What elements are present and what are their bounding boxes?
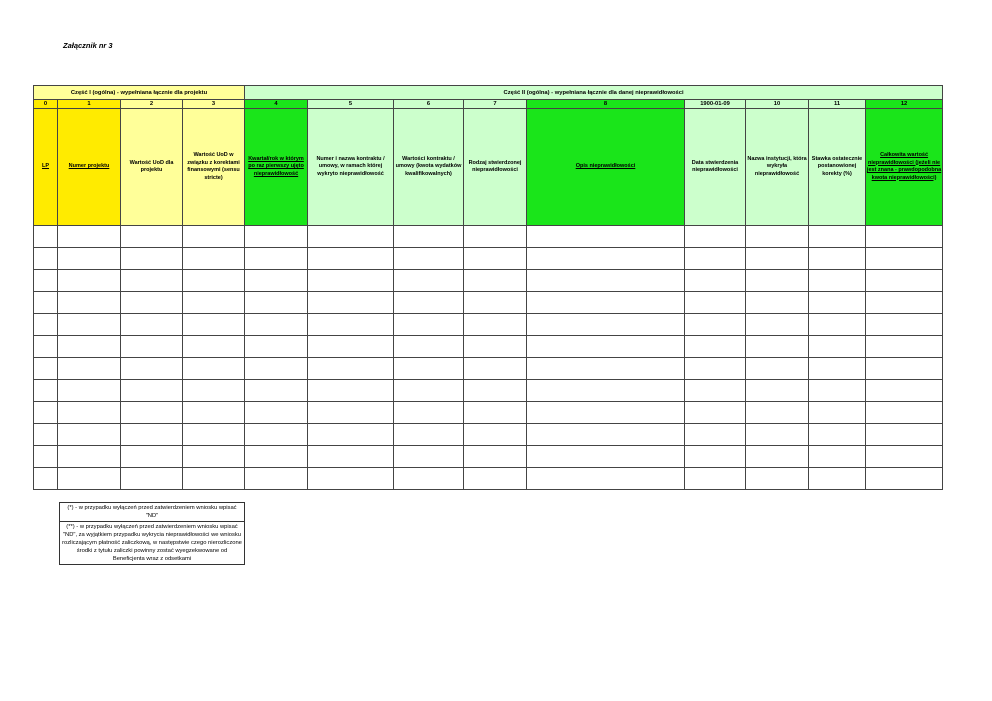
- table-cell[interactable]: [183, 446, 245, 468]
- table-cell[interactable]: [394, 226, 464, 248]
- table-cell[interactable]: [245, 226, 308, 248]
- table-row: [34, 424, 943, 446]
- table-cell[interactable]: [121, 248, 183, 270]
- table-cell[interactable]: [183, 358, 245, 380]
- table-cell[interactable]: [809, 358, 866, 380]
- table-cell[interactable]: [308, 336, 394, 358]
- table-cell[interactable]: [685, 468, 746, 490]
- table-cell[interactable]: [746, 446, 809, 468]
- table-cell[interactable]: [58, 248, 121, 270]
- header-detection-date: Data stwierdzenia nieprawidłowości: [685, 109, 746, 226]
- table-cell[interactable]: [183, 468, 245, 490]
- table-cell[interactable]: [527, 314, 685, 336]
- table-cell[interactable]: [245, 270, 308, 292]
- table-cell[interactable]: [464, 402, 527, 424]
- table-cell[interactable]: [394, 292, 464, 314]
- table-cell[interactable]: [866, 226, 943, 248]
- table-cell[interactable]: [183, 248, 245, 270]
- table-row: [34, 380, 943, 402]
- table-cell[interactable]: [394, 402, 464, 424]
- table-cell[interactable]: [746, 402, 809, 424]
- table-row: [34, 270, 943, 292]
- table-cell[interactable]: [58, 446, 121, 468]
- table-cell[interactable]: [464, 424, 527, 446]
- table-cell[interactable]: [308, 468, 394, 490]
- table-cell[interactable]: [58, 468, 121, 490]
- table-cell[interactable]: [245, 292, 308, 314]
- footnotes-box: [59, 502, 245, 565]
- header-uod-value-corrections: Wartość UoD w związku z korektami finansowymi (sensu stricte): [183, 109, 245, 226]
- table-cell[interactable]: [34, 446, 58, 468]
- table-cell[interactable]: [527, 446, 685, 468]
- table-row: [34, 248, 943, 270]
- table-cell[interactable]: [183, 380, 245, 402]
- table-cell[interactable]: [809, 402, 866, 424]
- table-row: [34, 292, 943, 314]
- table-cell[interactable]: [746, 292, 809, 314]
- table-cell[interactable]: [685, 292, 746, 314]
- table-cell[interactable]: [58, 270, 121, 292]
- table-cell[interactable]: [464, 468, 527, 490]
- table-cell[interactable]: [464, 380, 527, 402]
- table-cell[interactable]: [866, 468, 943, 490]
- table-cell[interactable]: [746, 358, 809, 380]
- table-cell[interactable]: [58, 424, 121, 446]
- table-cell[interactable]: [464, 292, 527, 314]
- table-row: [34, 446, 943, 468]
- table-cell[interactable]: [121, 336, 183, 358]
- table-cell[interactable]: [394, 380, 464, 402]
- column-number: 7: [464, 100, 527, 109]
- table-cell[interactable]: [58, 314, 121, 336]
- table-cell[interactable]: [308, 292, 394, 314]
- table-cell[interactable]: [308, 248, 394, 270]
- table-cell[interactable]: [34, 336, 58, 358]
- table-cell[interactable]: [34, 270, 58, 292]
- footnote-1: (*) - w przypadku wyłączeń przed zatwierdzeniem wniosku wpisać "ND": [67, 505, 237, 519]
- table-cell[interactable]: [685, 380, 746, 402]
- table-row: [34, 336, 943, 358]
- table-cell[interactable]: [245, 380, 308, 402]
- table-cell[interactable]: [527, 226, 685, 248]
- table-cell[interactable]: [866, 358, 943, 380]
- table-cell[interactable]: [394, 358, 464, 380]
- column-numbers-row: [34, 100, 943, 109]
- parts-row: [34, 86, 943, 100]
- part-1-header: Część I (ogólna) - wypełniana łącznie dla projektu: [34, 86, 245, 100]
- table-cell[interactable]: [245, 314, 308, 336]
- table-cell[interactable]: [464, 446, 527, 468]
- table-cell[interactable]: [121, 314, 183, 336]
- table-cell[interactable]: [746, 226, 809, 248]
- table-cell[interactable]: [58, 292, 121, 314]
- table-cell[interactable]: [809, 292, 866, 314]
- table-cell[interactable]: [866, 446, 943, 468]
- table-cell[interactable]: [809, 380, 866, 402]
- table-cell[interactable]: [308, 446, 394, 468]
- footnote-2: (**) - w przypadku wyłączeń przed zatwierdzeniem wniosku wpisać "ND", za wyjątkiem przypadku wykrycia nieprawidłowości we wniosku rozliczającym płatność zaliczkową, w następstwie czego nierozliczone środki z tytułu zaliczki powinny zostać wyegzekwowane od Beneficjenta wraz z odsetkami: [60, 521, 244, 564]
- table-cell[interactable]: [809, 446, 866, 468]
- header-contract-number: Numer i nazwa kontraktu / umowy, w ramach której wykryto nieprawidłowość: [308, 109, 394, 226]
- table-cell[interactable]: [121, 380, 183, 402]
- column-number: 5: [308, 100, 394, 109]
- table-cell[interactable]: [685, 226, 746, 248]
- table-row: [34, 314, 943, 336]
- table-cell[interactable]: [121, 402, 183, 424]
- table-cell[interactable]: [183, 226, 245, 248]
- table-cell[interactable]: [34, 358, 58, 380]
- header-irregularity-description: Opis nieprawidłowości: [527, 109, 685, 226]
- table-cell[interactable]: [394, 336, 464, 358]
- table-cell[interactable]: [527, 468, 685, 490]
- column-number: 4: [245, 100, 308, 109]
- column-number: 0: [34, 100, 58, 109]
- table-cell[interactable]: [121, 358, 183, 380]
- table-cell[interactable]: [527, 292, 685, 314]
- table-cell[interactable]: [527, 248, 685, 270]
- table-cell[interactable]: [58, 336, 121, 358]
- table-cell[interactable]: [121, 468, 183, 490]
- header-quarter-year: Kwartał/rok w którym po raz pierwszy ujęto nieprawidłowość: [245, 109, 308, 226]
- header-total-value: Całkowita wartość nieprawidłowości (jeżeli nie jest znana - prawdopodobna kwota nieprawidłowości): [866, 109, 943, 226]
- table-cell[interactable]: [685, 336, 746, 358]
- table-cell[interactable]: [121, 226, 183, 248]
- table-cell[interactable]: [34, 424, 58, 446]
- table-row: [34, 468, 943, 490]
- table-cell[interactable]: [308, 226, 394, 248]
- table-cell[interactable]: [464, 358, 527, 380]
- header-contract-value: Wartości kontraktu / umowy (kwota wydatków kwalifikowalnych): [394, 109, 464, 226]
- table-cell[interactable]: [121, 292, 183, 314]
- table-cell[interactable]: [527, 270, 685, 292]
- table-cell[interactable]: [58, 380, 121, 402]
- table-cell[interactable]: [394, 424, 464, 446]
- table-cell[interactable]: [685, 270, 746, 292]
- table-cell[interactable]: [809, 468, 866, 490]
- table-cell[interactable]: [34, 380, 58, 402]
- table-cell[interactable]: [121, 270, 183, 292]
- table-row: [34, 358, 943, 380]
- table-cell[interactable]: [527, 424, 685, 446]
- table-cell[interactable]: [183, 336, 245, 358]
- table-cell[interactable]: [809, 270, 866, 292]
- table-cell[interactable]: [809, 226, 866, 248]
- part-2-header: Część II (ogólna) - wypełniana łącznie dla danej nieprawidłowości: [245, 86, 943, 100]
- table-cell[interactable]: [866, 402, 943, 424]
- table-cell[interactable]: [809, 314, 866, 336]
- table-cell[interactable]: [121, 446, 183, 468]
- table-cell[interactable]: [245, 358, 308, 380]
- table-cell[interactable]: [183, 292, 245, 314]
- table-cell[interactable]: [746, 314, 809, 336]
- table-row: [34, 226, 943, 248]
- table-cell[interactable]: [308, 380, 394, 402]
- table-cell[interactable]: [527, 336, 685, 358]
- table-cell[interactable]: [685, 358, 746, 380]
- column-number: 1: [58, 100, 121, 109]
- column-number: 6: [394, 100, 464, 109]
- table-row: [34, 402, 943, 424]
- table-cell[interactable]: [245, 424, 308, 446]
- table-cell[interactable]: [58, 226, 121, 248]
- column-number: 10: [746, 100, 809, 109]
- column-number: 2: [121, 100, 183, 109]
- header-irregularity-type: Rodzaj stwierdzonej nieprawidłowości: [464, 109, 527, 226]
- table-cell[interactable]: [527, 380, 685, 402]
- table-cell[interactable]: [866, 424, 943, 446]
- table-cell[interactable]: [183, 402, 245, 424]
- table-cell[interactable]: [34, 314, 58, 336]
- header-institution-name: Nazwa instytucji, która wykryła nieprawidłowość: [746, 109, 809, 226]
- table-cell[interactable]: [464, 270, 527, 292]
- header-uod-value-project: Wartość UoD dla projektu: [121, 109, 183, 226]
- table-cell[interactable]: [464, 336, 527, 358]
- column-number: 11: [809, 100, 866, 109]
- table-cell[interactable]: [394, 446, 464, 468]
- table-cell[interactable]: [34, 226, 58, 248]
- table-cell[interactable]: [245, 402, 308, 424]
- column-headers-row: [34, 109, 943, 226]
- table-cell[interactable]: [866, 270, 943, 292]
- table-cell[interactable]: [394, 314, 464, 336]
- table-cell[interactable]: [34, 402, 58, 424]
- table-cell[interactable]: [308, 402, 394, 424]
- table-cell[interactable]: [746, 270, 809, 292]
- table-cell[interactable]: [308, 270, 394, 292]
- table-cell[interactable]: [685, 424, 746, 446]
- table-cell[interactable]: [121, 424, 183, 446]
- table-cell[interactable]: [685, 446, 746, 468]
- table-cell[interactable]: [394, 248, 464, 270]
- table-cell[interactable]: [527, 402, 685, 424]
- column-number: 3: [183, 100, 245, 109]
- table-cell[interactable]: [866, 336, 943, 358]
- header-project-number: Numer projektu: [58, 109, 121, 226]
- table-cell[interactable]: [809, 248, 866, 270]
- table-cell[interactable]: [183, 424, 245, 446]
- irregularities-table: [33, 85, 943, 490]
- table-cell[interactable]: [464, 248, 527, 270]
- table-cell[interactable]: [685, 248, 746, 270]
- table-cell[interactable]: [58, 402, 121, 424]
- table-cell[interactable]: [308, 314, 394, 336]
- table-cell[interactable]: [746, 380, 809, 402]
- table-cell[interactable]: [464, 226, 527, 248]
- table-cell[interactable]: [866, 380, 943, 402]
- header-lp: LP: [34, 109, 58, 226]
- table-cell[interactable]: [746, 424, 809, 446]
- header-correction-rate: Stawka ostatecznie postanowionej korekty (%): [809, 109, 866, 226]
- attachment-label: Załącznik nr 3: [63, 41, 113, 50]
- table-cell[interactable]: [685, 314, 746, 336]
- table-cell[interactable]: [866, 248, 943, 270]
- table-cell[interactable]: [394, 270, 464, 292]
- table-cell[interactable]: [866, 292, 943, 314]
- table-cell[interactable]: [183, 270, 245, 292]
- table-cell[interactable]: [308, 358, 394, 380]
- table-cell[interactable]: [746, 248, 809, 270]
- table-cell[interactable]: [58, 358, 121, 380]
- column-number: 8: [527, 100, 685, 109]
- table-cell[interactable]: [746, 336, 809, 358]
- table-cell[interactable]: [34, 468, 58, 490]
- data-rows: [34, 226, 943, 490]
- table-cell[interactable]: [527, 358, 685, 380]
- table-cell[interactable]: [866, 314, 943, 336]
- table-cell[interactable]: [394, 468, 464, 490]
- table-cell[interactable]: [245, 336, 308, 358]
- table-cell[interactable]: [809, 424, 866, 446]
- column-number: 12: [866, 100, 943, 109]
- table-cell[interactable]: [183, 314, 245, 336]
- table-cell[interactable]: [685, 402, 746, 424]
- table-cell[interactable]: [34, 248, 58, 270]
- table-cell[interactable]: [34, 292, 58, 314]
- table-cell[interactable]: [809, 336, 866, 358]
- column-number: 1900-01-09: [685, 100, 746, 109]
- table-cell[interactable]: [245, 468, 308, 490]
- table-cell[interactable]: [308, 424, 394, 446]
- table-cell[interactable]: [245, 248, 308, 270]
- table-cell[interactable]: [746, 468, 809, 490]
- table-cell[interactable]: [464, 314, 527, 336]
- table-cell[interactable]: [245, 446, 308, 468]
